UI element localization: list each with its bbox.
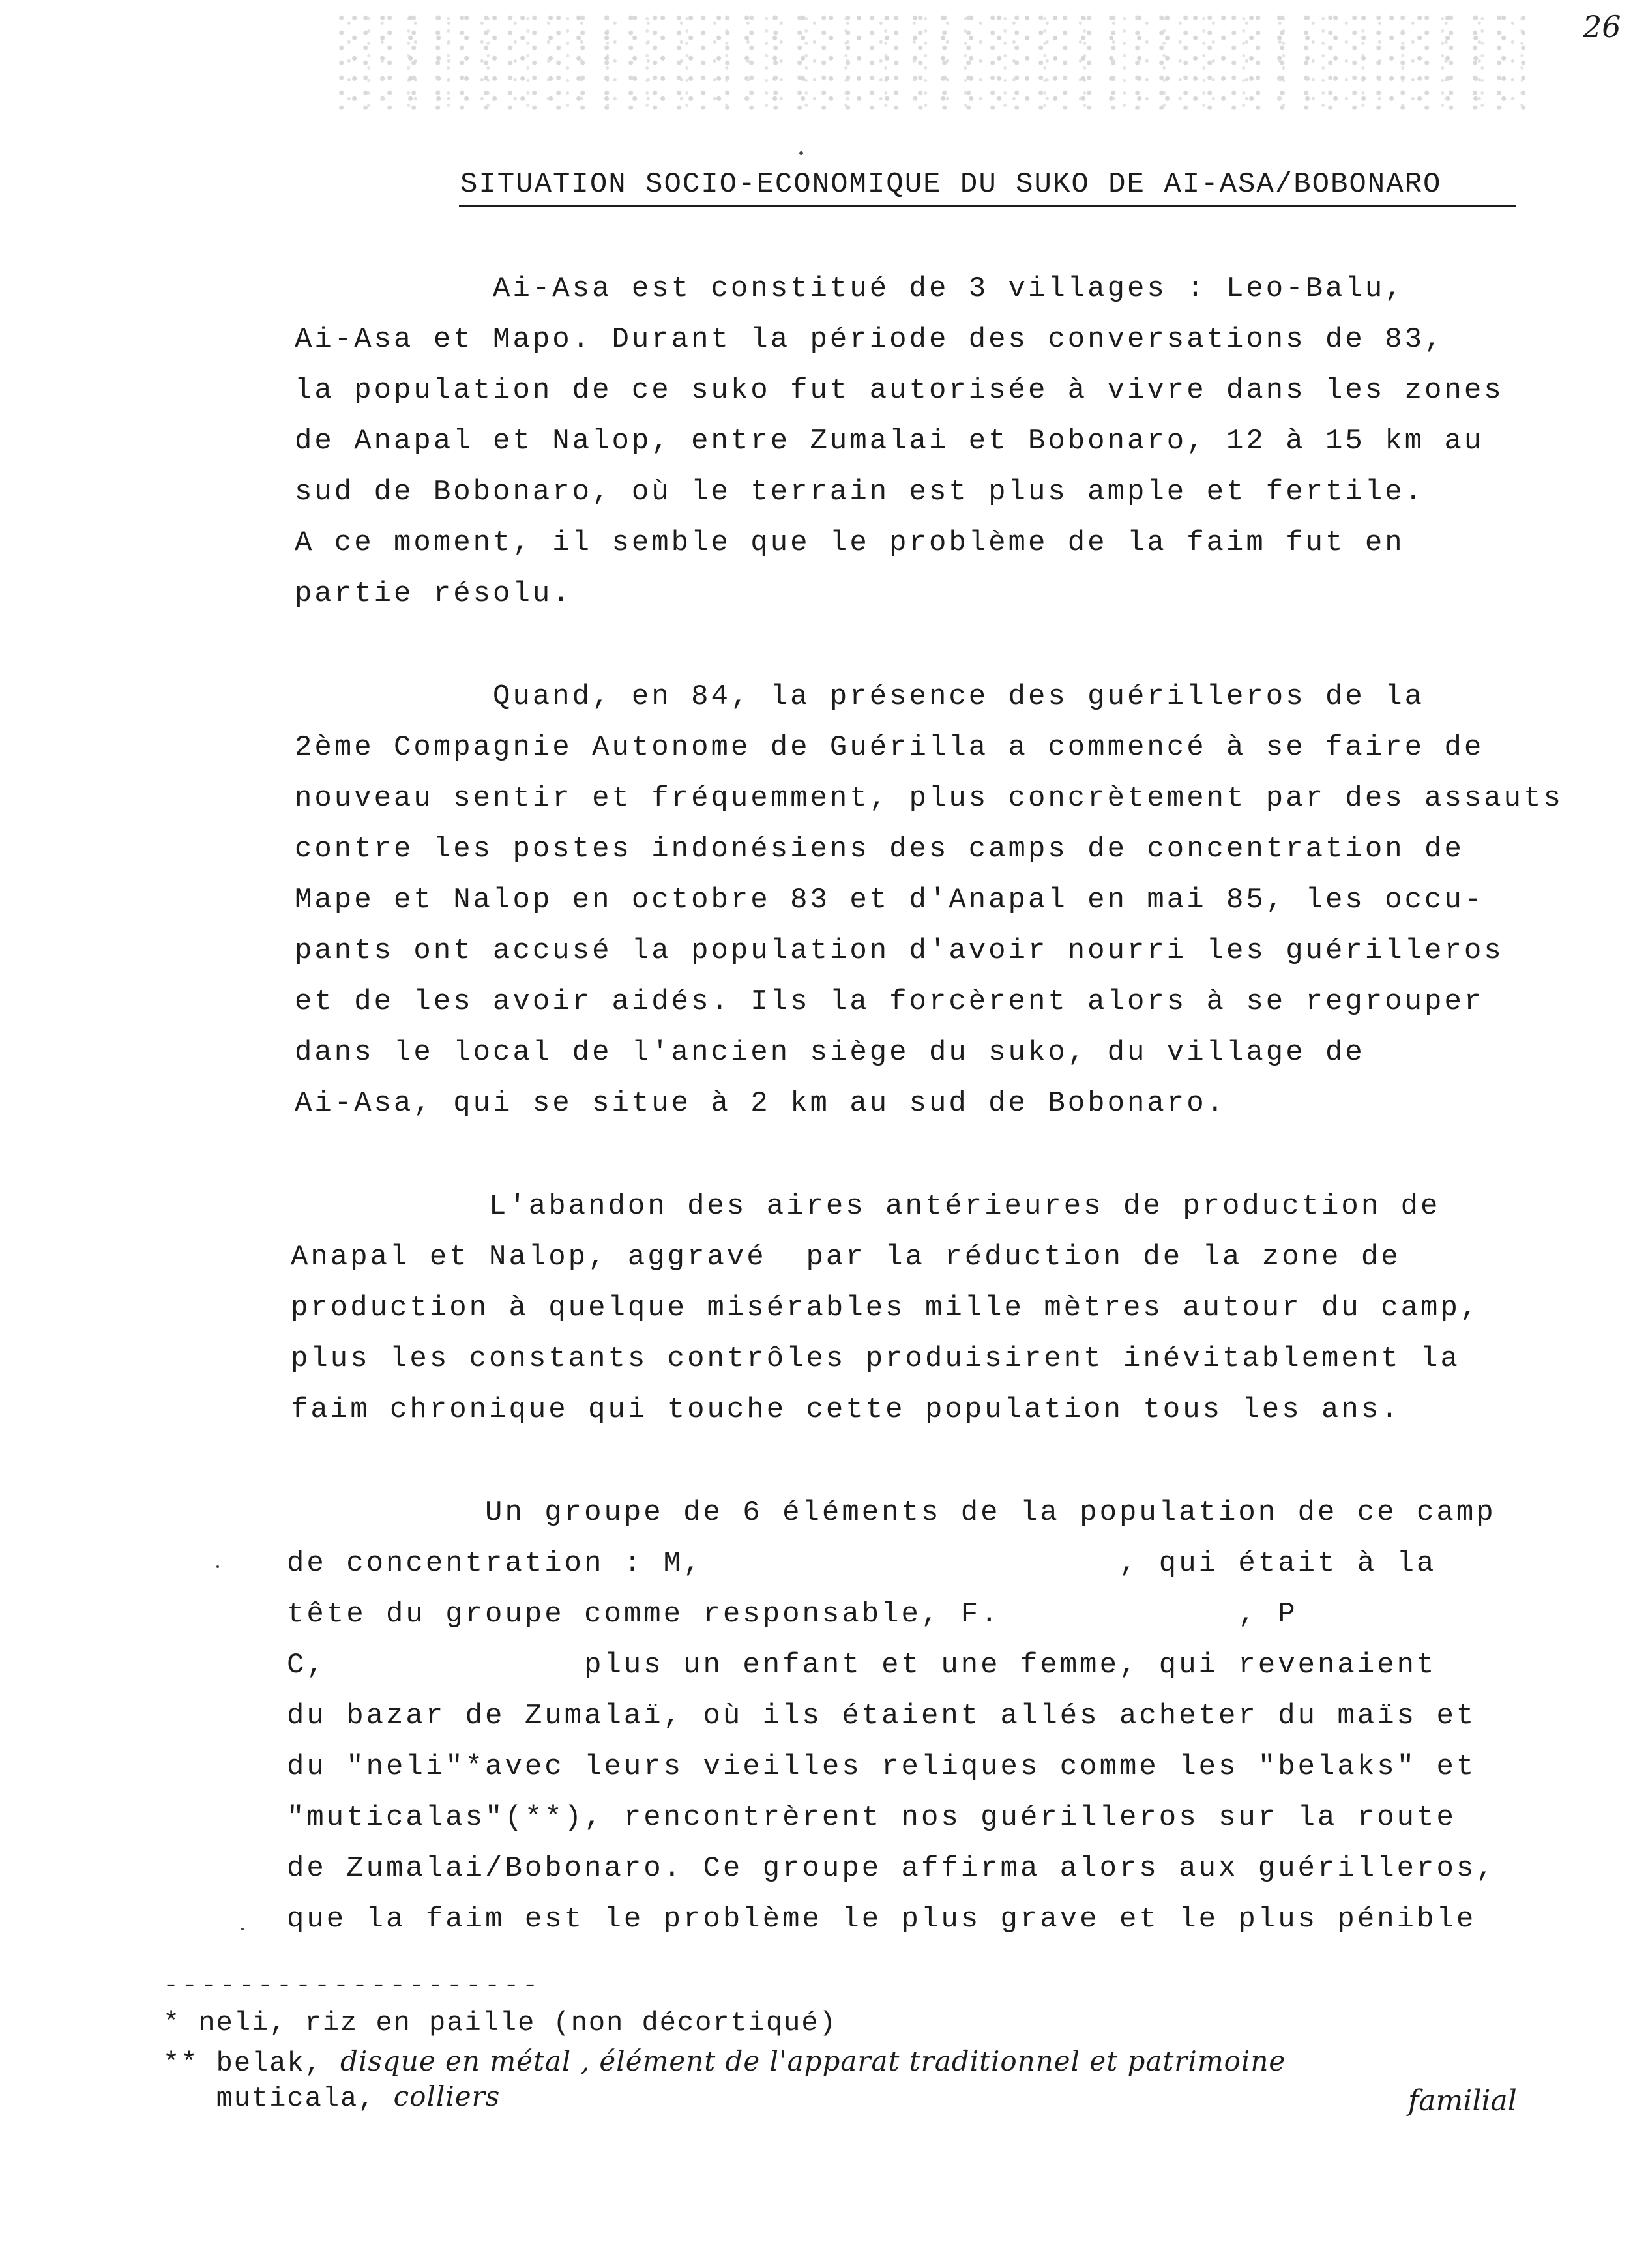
text-line: Ai-Asa et Mapo. Durant la période des conversations de 83, [295,323,1445,356]
footnote-3 [163,2080,500,2114]
text-line: pants ont accusé la population d'avoir nourri les guérilleros [295,935,1504,967]
text-line: "muticalas"(**), rencontrèrent nos guérilleros sur la route [287,1801,1456,1834]
footnote-3-handwritten-right: familial [1408,2084,1517,2117]
text-line: Ai-Asa est constitué de 3 villages : Leo-Balu, [295,272,1405,305]
text-line: tête du groupe comme responsable, F. , P [287,1598,1298,1631]
text-line: Quand, en 84, la présence des guérilleros de la [295,680,1425,713]
scan-speck [799,151,803,155]
footnote-3-typed: muticala, [163,2083,394,2114]
text-line: Un groupe de 6 éléments de la population de ce camp [287,1496,1496,1529]
text-line: de Anapal et Nalop, entre Zumalai et Bobonaro, 12 à 15 km au [295,425,1484,458]
text-line: contre les postes indonésiens des camps de concentration de [295,833,1464,865]
title-underline [459,205,1516,207]
footnote-1: * neli, riz en paille (non décortiqué) [163,2007,837,2039]
scan-speck [216,1565,219,1568]
text-line: partie résolu. [295,577,572,610]
footnote-3-handwritten: colliers [393,2080,501,2112]
footnote-2 [163,2045,1286,2079]
text-line: Mape et Nalop en octobre 83 et d'Anapal en mai 85, les occu- [295,884,1484,916]
text-line: nouveau sentir et fréquemment, plus concrètement par des assauts [295,782,1563,815]
text-line: du "neli"*avec leurs vieilles reliques comme les "belaks" et [287,1751,1477,1783]
text-line: et de les avoir aidés. Ils la forcèrent alors à se regrouper [295,985,1484,1018]
text-line: que la faim est le problème le plus grave et le plus pénible [287,1903,1477,1936]
footnote-2-typed: ** belak, [163,2048,341,2079]
text-line: faim chronique qui touche cette population tous les ans. [291,1393,1401,1426]
text-line: L'abandon des aires antérieures de production de [291,1190,1441,1223]
text-line: Ai-Asa, qui se situe à 2 km au sud de Bobonaro. [295,1087,1227,1120]
text-line: dans le local de l'ancien siège du suko, du village de [295,1036,1365,1069]
text-line: C, plus un enfant et une femme, qui revenaient [287,1649,1437,1681]
scan-noise [339,12,1525,116]
text-line: Anapal et Nalop, aggravé par la réduction de la zone de [291,1241,1401,1273]
text-line: la population de ce suko fut autorisée à vivre dans les zones [295,374,1504,407]
document-title: SITUATION SOCIO-ECONOMIQUE DU SUKO DE AI-ASA/BOBONARO [460,168,1442,201]
text-line: de concentration : M, , qui était à la [287,1547,1437,1580]
text-line: production à quelque misérables mille mètres autour du camp, [291,1292,1480,1324]
text-line: de Zumalai/Bobonaro. Ce groupe affirma alors aux guérilleros, [287,1852,1496,1885]
footnote-separator: -------------------- [163,1971,542,2001]
text-line: 2ème Compagnie Autonome de Guérilla a commencé à se faire de [295,731,1484,764]
scan-speck [241,1928,244,1930]
footnote-2-handwritten: disque en métal , élément de l'apparat traditionnel et patrimoine [340,2045,1286,2077]
text-line: plus les constants contrôles produisirent inévitablement la [291,1343,1460,1375]
page-number: 26 [1583,9,1621,44]
text-line: A ce moment, il semble que le problème de la faim fut en [295,527,1405,559]
text-line: sud de Bobonaro, où le terrain est plus ample et fertile. [295,476,1425,508]
text-line: du bazar de Zumalaï, où ils étaient allés acheter du maïs et [287,1700,1477,1732]
